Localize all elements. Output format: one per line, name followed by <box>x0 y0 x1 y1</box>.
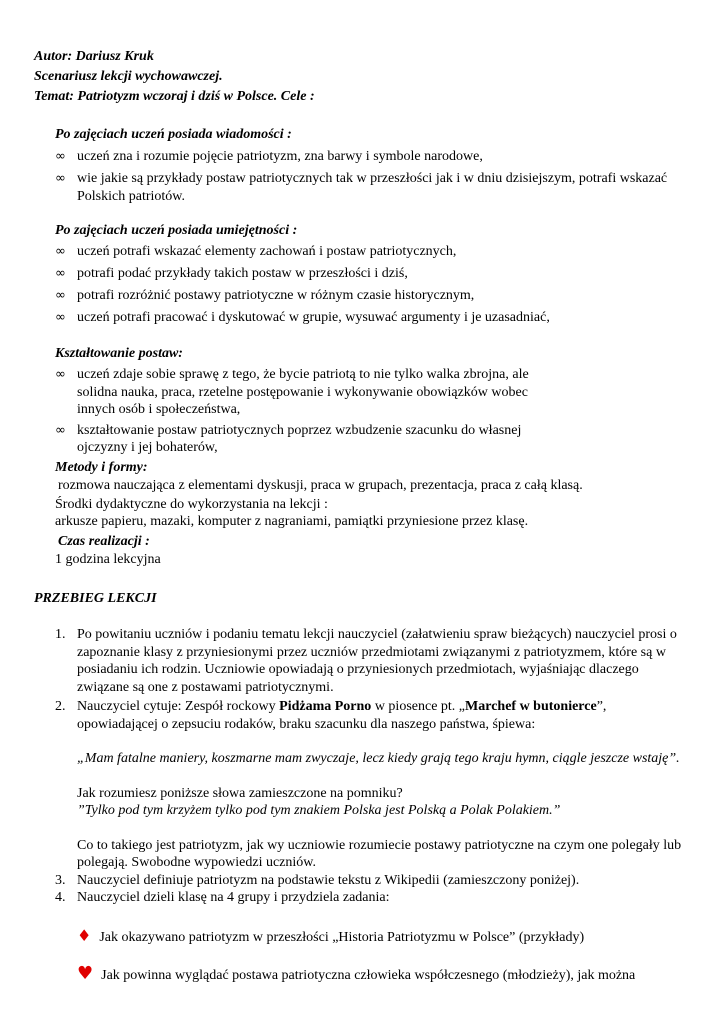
scenario-line: Scenariusz lekcji wychowawczej. <box>34 69 223 84</box>
methods-text: rozmowa nauczająca z elementami dyskusji, praca w grupach, prezentacja, praca z całą klasą. <box>58 478 583 493</box>
list-item: ∞ uczeń zdaje sobie sprawę z tego, że bycie patriotą to nie tylko walka zbrojna, ale solidna nauka, praca, rzetelne postępowanie i wykonywanie obowiązków wobec innych osób i społeczeństwa, <box>55 367 529 417</box>
step-1: 1. Po powitaniu uczniów i podaniu tematu lekcji nauczyciel (załatwieniu spraw bieżących) nauczyciel prosi o zapoznanie klasy z przyniesionymi przez uczniów przedmiotami związanymi z patriotyzmem, które są w posiadaniu ich rodzin. Uczniowie opowiadają o przyniesionych przedmiotach, wyjaśniając dlaczego związane są one z postawami patriotycznymi. <box>55 627 677 695</box>
task-2: ♥ Jak powinna wyglądać postawa patriotyczna człowieka współczesnego (młodzieży), jak można <box>77 963 636 984</box>
infinity-bullet-icon: ∞ <box>55 266 66 281</box>
time-text: 1 godzina lekcyjna <box>55 552 161 567</box>
author-line: Autor: Dariusz Kruk <box>34 49 154 64</box>
infinity-bullet-icon: ∞ <box>55 422 66 438</box>
methods-title: Metody i formy: <box>55 460 148 475</box>
document-header <box>34 47 315 107</box>
course-steps <box>55 626 687 907</box>
song-title: Marchef w butonierce <box>465 699 597 714</box>
song-quote: „Mam fatalne maniery, koszmarne mam zwyczaje, lecz kiedy grają tego kraju hymn, ciągle jeszcze wstaję”. <box>77 751 680 766</box>
course-title: PRZEBIEG LEKCJI <box>34 591 157 606</box>
aids-title: Środki dydaktyczne do wykorzystania na lekcji : <box>55 497 328 512</box>
knowledge-title: Po zajęciach uczeń posiada wiadomości : <box>55 127 292 142</box>
skills-title: Po zajęciach uczeń posiada umiejętności : <box>55 223 298 238</box>
infinity-bullet-icon: ∞ <box>55 244 66 259</box>
task-1: ♦ Jak okazywano patriotyzm w przeszłości „Historia Patriotyzmu w Polsce” (przykłady) <box>77 926 585 945</box>
attitudes-list <box>55 366 565 457</box>
step-4: 4. Nauczyciel dzieli klasę na 4 grupy i przydziela zadania: <box>55 890 390 905</box>
heart-icon: ♥ <box>77 963 94 984</box>
topic-line: Temat: Patriotyzm wczoraj i dziś w Polsce. Cele : <box>34 89 315 104</box>
discussion-text: Co to takiego jest patriotyzm, jak wy uczniowie rozumiecie postawy patriotyczne na czym one polegały lub polegają. Swobodne wypowiedzi uczniów. <box>77 837 682 870</box>
knowledge-list <box>55 148 675 205</box>
step-2: 2. Nauczyciel cytuje: Zespół rockowy Pidżama Porno w piosence pt. „Marchef w butonierce”, opowiadającej o zepsuciu rodaków, braku szacunku dla naszego państwa, śpiewa: „Mam fatalne maniery, koszmarne mam zwyczaje, lecz kiedy grają tego kraju hymn, ciągle jeszcze wstaję”. Jak rozumiesz poniższe słowa zamieszczone na pomniku? ”Tylko pod tym krzyżem tylko pod tym znakiem Polska jest Polską a Polak Polakiem.” Co to takiego jest patriotyzm, jak wy uczniowie rozumiecie postawy patriotyczne na czym one polegały lub polegają. Swobodne wypowiedzi uczniów. <box>55 698 687 872</box>
infinity-bullet-icon: ∞ <box>55 149 66 164</box>
band-name: Pidżama Porno <box>279 699 372 714</box>
monument-quote: ”Tylko pod tym krzyżem tylko pod tym znakiem Polska jest Polską a Polak Polakiem.” <box>77 803 561 818</box>
infinity-bullet-icon: ∞ <box>55 310 66 325</box>
list-item: ∞ uczeń potrafi pracować i dyskutować w grupie, wysuwać argumenty i je uzasadniać, <box>55 310 550 325</box>
aids-text: arkusze papieru, mazaki, komputer z nagraniami, pamiątki przyniesione przez klasę. <box>55 514 529 529</box>
list-item: ∞ wie jakie są przykłady postaw patriotycznych tak w przeszłości jak i w dniu dzisiejszym, potrafi wskazać Polskich patriotów. <box>55 171 668 204</box>
step-3: 3. Nauczyciel definiuje patriotyzm na podstawie tekstu z Wikipedii (zamieszczony poniżej). <box>55 872 580 888</box>
infinity-bullet-icon: ∞ <box>55 171 66 186</box>
infinity-bullet-icon: ∞ <box>55 288 66 303</box>
list-item: ∞ uczeń potrafi wskazać elementy zachowań i postaw patriotycznych, <box>55 244 457 259</box>
list-item: ∞ potrafi podać przykłady takich postaw w przeszłości i dziś, <box>55 266 408 281</box>
list-item: ∞ potrafi rozróżnić postawy patriotyczne w różnym czasie historycznym, <box>55 288 475 303</box>
monument-question: Jak rozumiesz poniższe słowa zamieszczone na pomniku? <box>77 785 403 801</box>
time-title: Czas realizacji : <box>58 534 150 549</box>
skills-list <box>55 243 675 331</box>
diamond-icon: ♦ <box>77 926 92 945</box>
attitudes-title: Kształtowanie postaw: <box>55 346 183 361</box>
list-item: ∞ uczeń zna i rozumie pojęcie patriotyzm, zna barwy i symbole narodowe, <box>55 149 483 164</box>
infinity-bullet-icon: ∞ <box>55 367 66 382</box>
list-item: ∞ kształtowanie postaw patriotycznych poprzez wzbudzenie szacunku do własnej ojczyzny i jej bohaterów, <box>55 422 522 455</box>
